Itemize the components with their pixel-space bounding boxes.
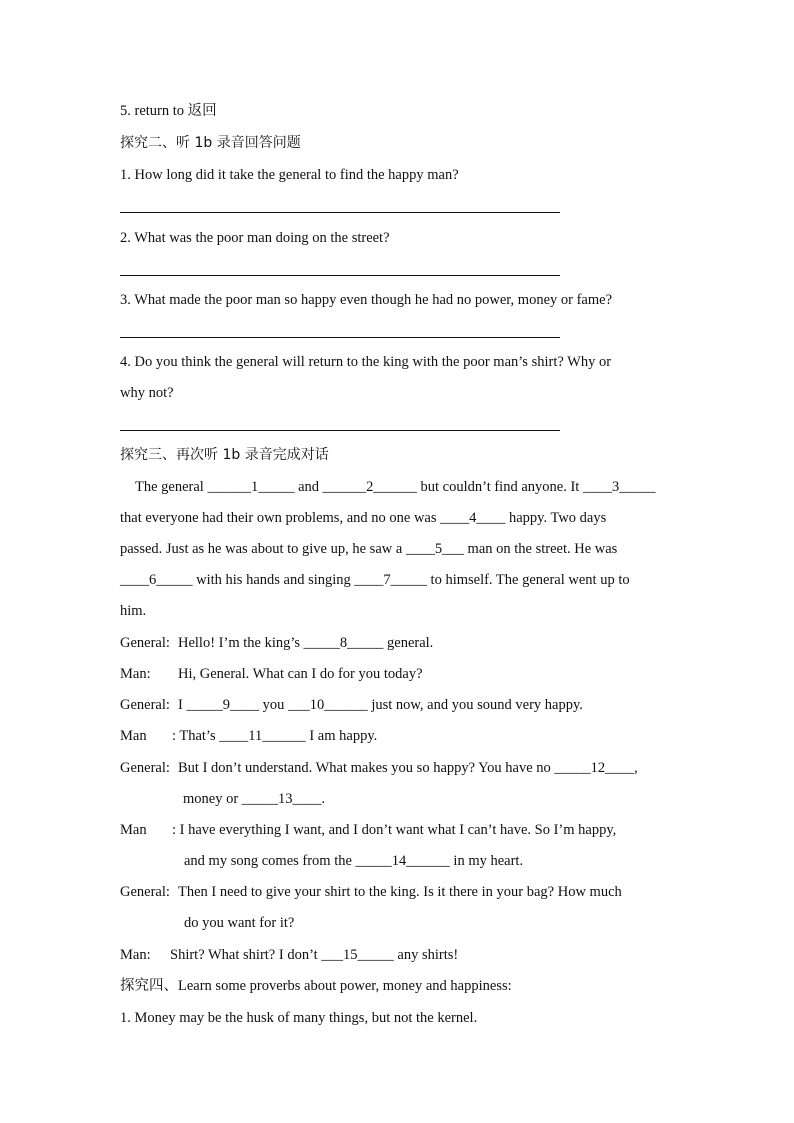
passage-line-1: The general ______1_____ and ______2______ but couldn’t find anyone. It ____3_____ [135,479,656,495]
section-2-title: 探究二、听 1b 录音回答问题 [120,135,301,151]
proverb-1: 1. Money may be the husk of many things, but not the kernel. [120,1010,478,1026]
speaker: Man: [120,666,151,682]
dialogue-line-6 [120,821,684,839]
dialogue-line-2 [120,665,684,683]
utterance: Hello! I’m the king’s _____8_____ general. [178,635,434,651]
dialogue-line-5-cont: money or _____13____. [183,791,326,807]
utterance: But I don’t understand. What makes you so happy? You have no _____12____, [178,760,638,776]
utterance: Then I need to give your shirt to the king. Is it there in your bag? How much [178,884,622,900]
question-1: 1. How long did it take the general to find the happy man? [120,167,459,183]
speaker: General: [120,697,170,713]
dialogue-line-1 [120,634,684,652]
dialogue-line-7 [120,883,684,901]
utterance: Hi, General. What can I do for you today? [178,666,423,682]
answer-line-2[interactable] [120,275,560,276]
question-3: 3. What made the poor man so happy even though he had no power, money or fame? [120,292,613,308]
dialogue-line-5 [120,759,684,777]
speaker: Man [120,822,147,838]
passage-line-5: him. [120,603,147,619]
speaker: General: [120,760,170,776]
passage-line-3: passed. Just as he was about to give up, he saw a ____5___ man on the street. He was [120,541,618,557]
speaker: General: [120,635,170,651]
dialogue-line-3 [120,696,684,714]
question-4-cont: why not? [120,385,174,401]
passage-line-2: that everyone had their own problems, and no one was ____4____ happy. Two days [120,510,607,526]
dialogue-line-6-cont: and my song comes from the _____14______ in my heart. [184,853,524,869]
answer-line-4[interactable] [120,430,560,431]
dialogue-line-7-cont: do you want for it? [184,915,295,931]
question-4: 4. Do you think the general will return to the king with the poor man’s shirt? Why or [120,354,612,370]
utterance: I _____9____ you ___10______ just now, and you sound very happy. [178,697,583,713]
question-2: 2. What was the poor man doing on the street? [120,230,390,246]
speaker: Man [120,728,147,744]
utterance: : I have everything I want, and I don’t want what I can’t have. So I’m happy, [172,822,617,838]
utterance: Shirt? What shirt? I don’t ___15_____ any shirts! [170,947,459,963]
answer-line-3[interactable] [120,337,560,338]
passage-line-4: ____6_____ with his hands and singing ____7_____ to himself. The general went up to [120,572,630,588]
section-4-heading: 探究四、Learn some proverbs about power, money and happiness: [120,978,512,994]
speaker: Man: [120,947,151,963]
item-5: 5. return to 返回 [120,103,217,119]
dialogue-line-4 [120,727,684,745]
utterance: : That’s ____11______ I am happy. [172,728,378,744]
dialogue-line-8 [120,946,684,964]
section-4-title [120,977,684,995]
speaker: General: [120,884,170,900]
answer-line-1[interactable] [120,212,560,213]
section-3-title: 探究三、再次听 1b 录音完成对话 [120,447,329,463]
